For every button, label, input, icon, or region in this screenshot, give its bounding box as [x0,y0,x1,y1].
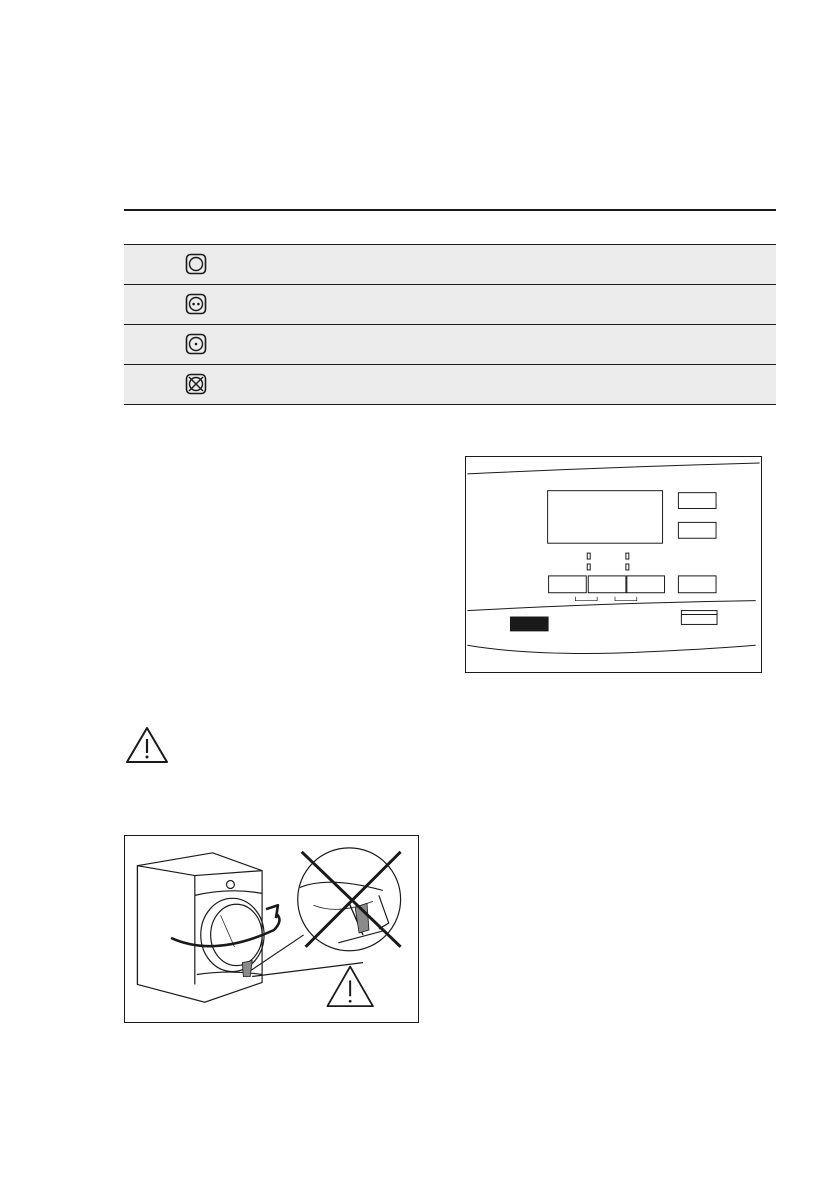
dryer-control-panel-illustration [465,456,762,673]
table-row [124,365,776,405]
table-row [124,285,776,325]
table-row [124,245,776,285]
tumble-dry-normal-icon [185,253,207,275]
care-symbol-table [124,209,776,405]
table-header [124,209,776,245]
warning-triangle-icon [124,725,170,765]
tumble-dry-high-heat-icon [185,293,207,315]
tumble-dry-low-heat-icon [185,333,207,355]
dryer-door-reversal-illustration [124,835,419,1023]
table-row [124,325,776,365]
do-not-tumble-dry-icon [185,373,207,395]
